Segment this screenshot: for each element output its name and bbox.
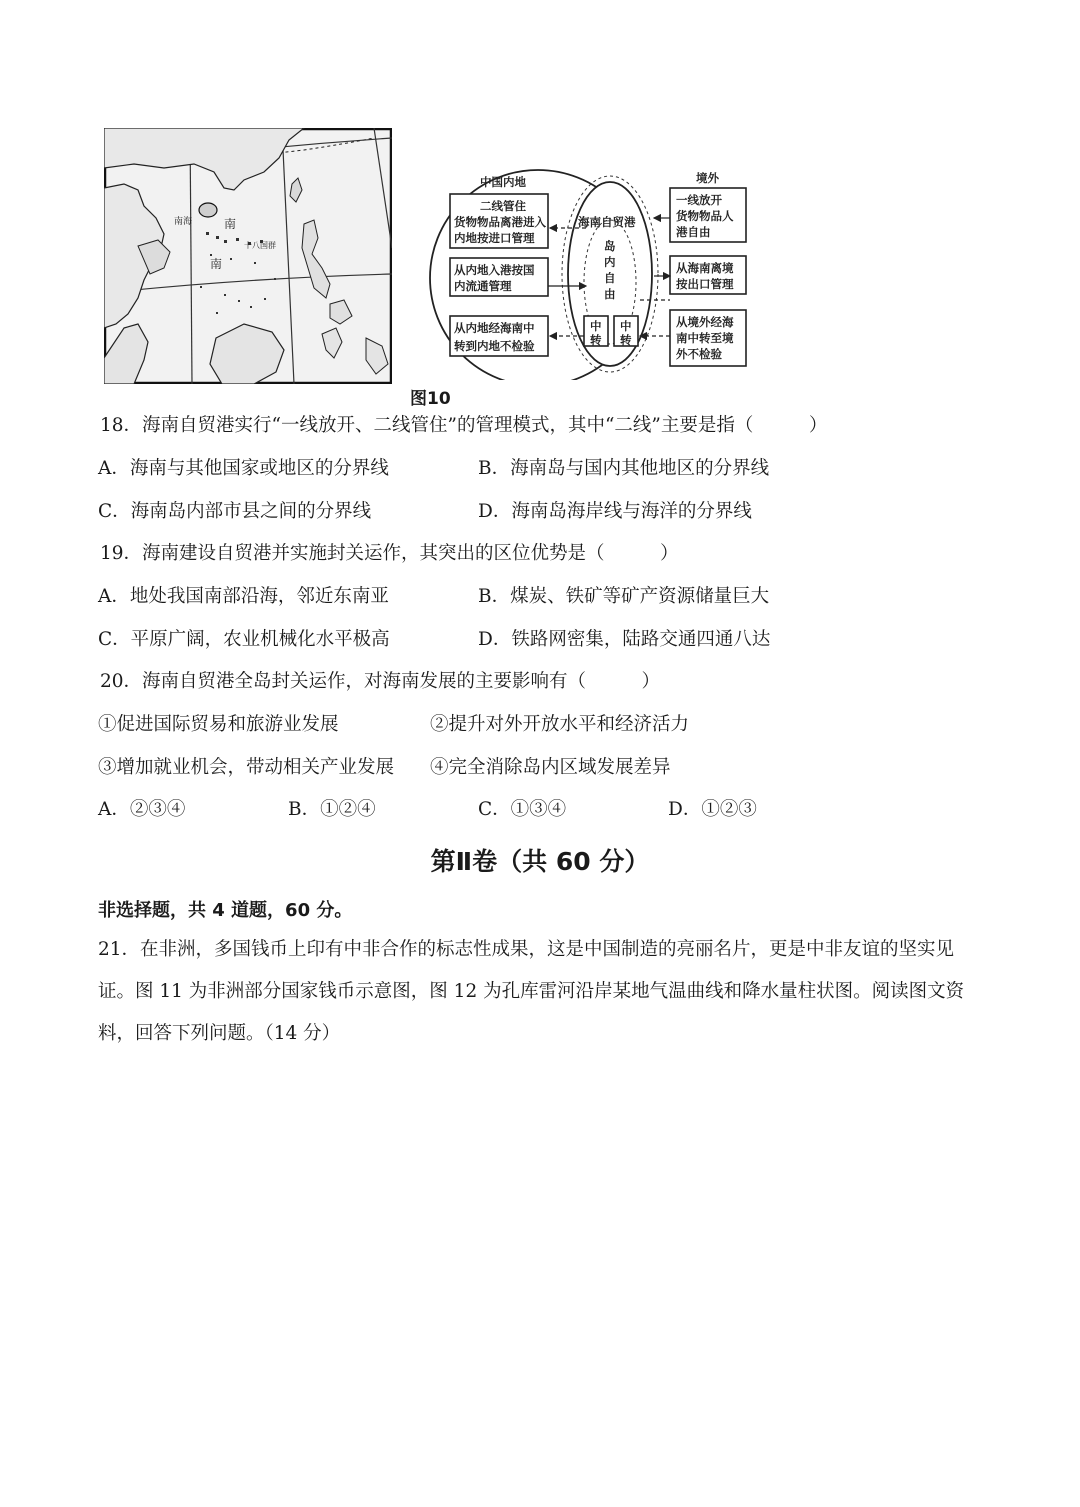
left-box3-line0: 从内地经海南中 (454, 321, 535, 335)
left-box2-line0: 从内地入港按国 (454, 263, 535, 277)
map-label-nan-2: 南 (210, 257, 223, 271)
q20-stem: 20．海南自贸港全岛封关运作，对海南发展的主要影响有（ ） (100, 671, 661, 692)
q19-stem: 19．海南建设自贸港并实施封关运作，其突出的区位优势是（ ） (100, 543, 679, 564)
map-image (104, 128, 392, 384)
transfer-right-0: 中 (620, 319, 632, 333)
right-box3-line1: 南中转至境 (676, 331, 734, 345)
left-box1-line2: 内地按进口管理 (454, 231, 535, 245)
q20-item-1: ①促进国际贸易和旅游业发展 (98, 714, 339, 735)
q19-option-d: D．铁路网密集，陆路交通四通八达 (478, 629, 771, 650)
q21-text: 21．在非洲，多国钱币上印有中非合作的标志性成果，这是中国制造的亮丽名片，更是中非友谊的坚实见证。图 11 为非洲部分国家钱币示意图，图 12 为孔库雷河沿岸某地气温曲线和降水量柱状图。阅读图文资料，回答下列问题。（14 分） (98, 939, 965, 1044)
center-char-1: 内 (604, 255, 616, 269)
section2-subtitle: 非选择题，共 4 道题，60 分。 (98, 900, 353, 921)
transfer-right-1: 转 (620, 333, 632, 347)
map-label-nan-1: 南 (224, 217, 237, 231)
q18-option-b: B．海南岛与国内其他地区的分界线 (478, 458, 770, 479)
right-box3-line2: 外不检验 (676, 347, 722, 361)
q19-option-c: C．平原广阔，农业机械化水平极高 (98, 629, 390, 650)
figure10-diagram (420, 168, 760, 380)
left-box1-line1: 货物物品离港进入 (454, 215, 546, 229)
q20-option-b: B．①②④ (288, 799, 376, 820)
q20-option-d: D．①②③ (668, 799, 757, 820)
right-box3-line0: 从境外经海 (676, 315, 734, 329)
right-box1-line2: 港自由 (676, 225, 711, 239)
q20-item-4: ④完全消除岛内区域发展差异 (430, 757, 671, 778)
overseas-title: 境外 (696, 171, 719, 185)
center-char-3: 由 (604, 287, 616, 301)
q20-item-3: ③增加就业机会，带动相关产业发展 (98, 757, 395, 778)
q18-option-c: C．海南岛内部市县之间的分界线 (98, 501, 372, 522)
q19-option-b: B．煤炭、铁矿等矿产资源储量巨大 (478, 586, 770, 607)
q18-option-a: A．海南与其他国家或地区的分界线 (98, 458, 389, 479)
figure10-caption: 图10 (410, 389, 451, 409)
right-box1-line1: 货物物品人 (676, 209, 734, 223)
left-box2-line1: 内流通管理 (454, 279, 512, 293)
center-char-0: 岛 (604, 239, 616, 253)
transfer-left-1: 转 (590, 333, 602, 347)
map-label-islands: 十八国群 (244, 241, 276, 250)
hainan-title: 海南自贸港 (578, 215, 636, 229)
left-box3-line1: 转到内地不检验 (454, 339, 535, 353)
left-box1-line0: 二线管住 (480, 199, 526, 213)
q19-option-a: A．地处我国南部沿海，邻近东南亚 (98, 586, 389, 607)
right-box2-line1: 按出口管理 (676, 277, 734, 291)
mainland-title: 中国内地 (480, 175, 526, 189)
right-box1-line0: 一线放开 (676, 193, 722, 207)
section2-title: 第Ⅱ卷（共 60 分） (430, 847, 650, 876)
q20-option-c: C．①③④ (478, 799, 567, 820)
q20-item-2: ②提升对外开放水平和经济活力 (430, 714, 690, 735)
transfer-left-0: 中 (590, 319, 602, 333)
map-label-nanhai: 南海 (174, 217, 193, 227)
figure10-map (104, 128, 392, 384)
q18-option-d: D．海南岛海岸线与海洋的分界线 (478, 501, 752, 522)
right-box2-line0: 从海南离境 (676, 261, 734, 275)
q20-option-a: A．②③④ (98, 799, 186, 820)
center-char-2: 自 (604, 271, 616, 285)
q18-stem: 18．海南自贸港实行“一线放开、二线管住”的管理模式，其中“二线”主要是指（ ） (100, 415, 828, 436)
